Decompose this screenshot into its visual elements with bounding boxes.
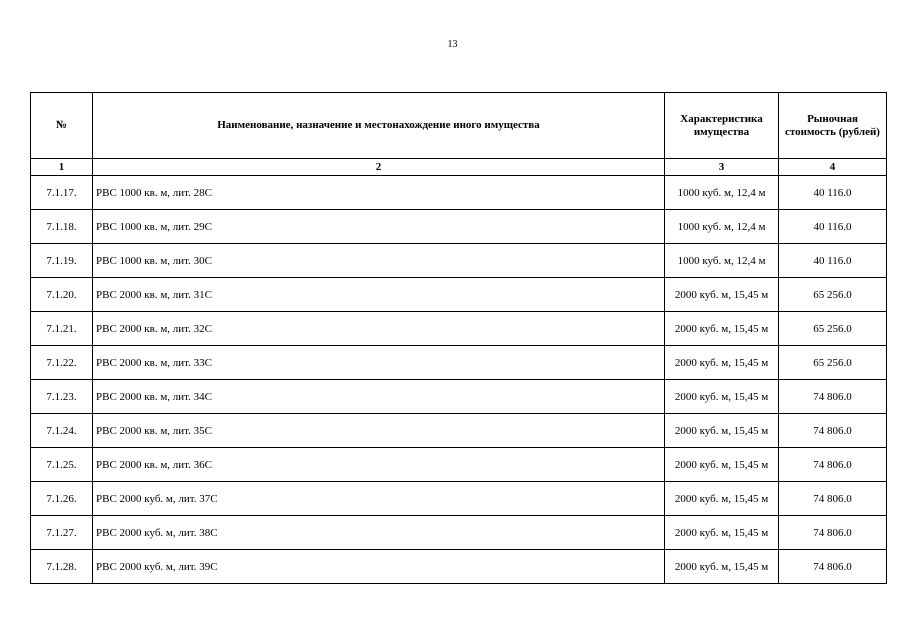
property-name: РВС 2000 кв. м, лит. 31С [93,278,665,312]
property-characteristic: 2000 куб. м, 15,45 м [665,380,779,414]
market-value: 74 806.0 [779,482,887,516]
table-row [31,516,887,550]
property-characteristic: 2000 куб. м, 15,45 м [665,550,779,584]
table-row [31,550,887,584]
table-row [31,278,887,312]
row-number: 7.1.22. [31,346,93,380]
column-number: 1 [31,159,93,176]
row-number: 7.1.27. [31,516,93,550]
row-number: 7.1.26. [31,482,93,516]
row-number: 7.1.25. [31,448,93,482]
column-number: 4 [779,159,887,176]
row-number: 7.1.21. [31,312,93,346]
page-number: 13 [447,39,458,50]
market-value: 40 116.0 [779,244,887,278]
row-number: 7.1.17. [31,176,93,210]
property-name: РВС 1000 кв. м, лит. 30С [93,244,665,278]
market-value: 65 256.0 [779,346,887,380]
property-name: РВС 2000 куб. м, лит. 39С [93,550,665,584]
row-number: 7.1.24. [31,414,93,448]
market-value: 74 806.0 [779,380,887,414]
market-value: 74 806.0 [779,516,887,550]
property-characteristic: 2000 куб. м, 15,45 м [665,346,779,380]
header-characteristic: Характеристика имущества [665,93,779,159]
market-value: 65 256.0 [779,278,887,312]
property-characteristic: 2000 куб. м, 15,45 м [665,414,779,448]
property-characteristic: 2000 куб. м, 15,45 м [665,482,779,516]
market-value: 65 256.0 [779,312,887,346]
property-name: РВС 2000 куб. м, лит. 38С [93,516,665,550]
header-market-value: Рыночная стоимость (рублей) [779,93,887,159]
table-row [31,210,887,244]
property-table [30,92,887,584]
property-characteristic: 1000 куб. м, 12,4 м [665,244,779,278]
market-value: 74 806.0 [779,448,887,482]
market-value: 40 116.0 [779,210,887,244]
table-header-row [31,93,887,159]
table-row [31,312,887,346]
property-characteristic: 2000 куб. м, 15,45 м [665,516,779,550]
property-name: РВС 2000 кв. м, лит. 34С [93,380,665,414]
row-number: 7.1.23. [31,380,93,414]
property-name: РВС 2000 кв. м, лит. 33С [93,346,665,380]
column-number: 2 [93,159,665,176]
column-number-row [31,159,887,176]
column-number: 3 [665,159,779,176]
table-row [31,244,887,278]
property-name: РВС 1000 кв. м, лит. 28С [93,176,665,210]
row-number: 7.1.20. [31,278,93,312]
table-row [31,380,887,414]
property-name: РВС 1000 кв. м, лит. 29С [93,210,665,244]
property-characteristic: 2000 куб. м, 15,45 м [665,312,779,346]
row-number: 7.1.19. [31,244,93,278]
property-characteristic: 2000 куб. м, 15,45 м [665,448,779,482]
header-name: Наименование, назначение и местонахождение иного имущества [93,93,665,159]
property-characteristic: 1000 куб. м, 12,4 м [665,210,779,244]
property-name: РВС 2000 кв. м, лит. 32С [93,312,665,346]
header-number: № [31,93,93,159]
table-row [31,414,887,448]
table-row [31,448,887,482]
row-number: 7.1.28. [31,550,93,584]
market-value: 74 806.0 [779,414,887,448]
table-row [31,346,887,380]
property-name: РВС 2000 куб. м, лит. 37С [93,482,665,516]
market-value: 40 116.0 [779,176,887,210]
property-characteristic: 2000 куб. м, 15,45 м [665,278,779,312]
row-number: 7.1.18. [31,210,93,244]
property-name: РВС 2000 кв. м, лит. 35С [93,414,665,448]
table-body [31,176,887,584]
market-value: 74 806.0 [779,550,887,584]
property-name: РВС 2000 кв. м, лит. 36С [93,448,665,482]
table-row [31,482,887,516]
property-characteristic: 1000 куб. м, 12,4 м [665,176,779,210]
table-row [31,176,887,210]
